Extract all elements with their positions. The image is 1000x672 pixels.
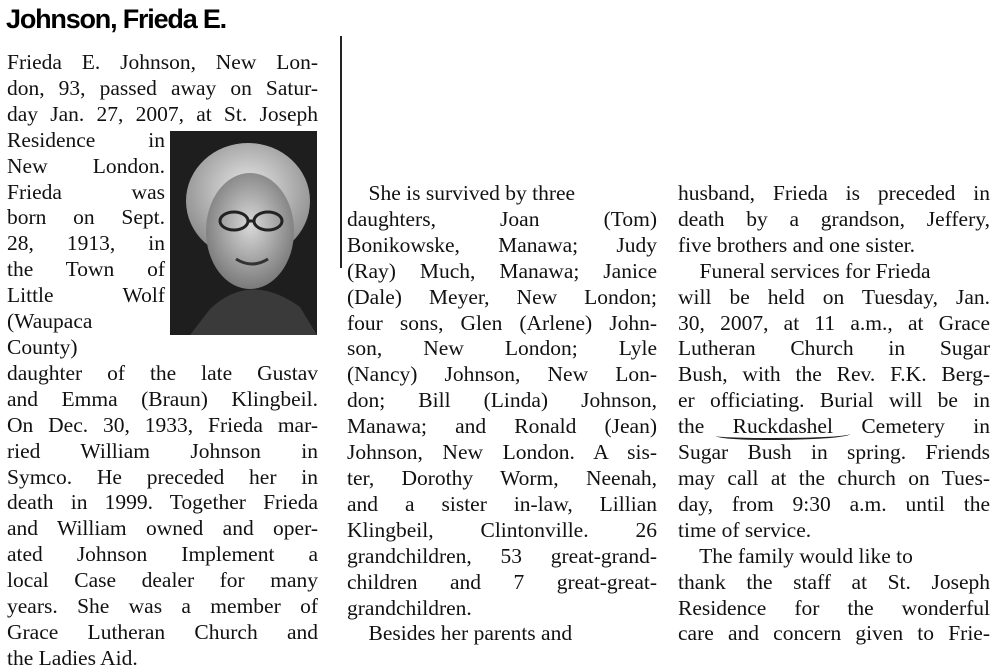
text-line: daughters, Joan (Tom) (347, 206, 657, 231)
text-line: local Case dealer for many (7, 568, 318, 593)
text-line: born on Sept. (7, 205, 165, 230)
text-line: She is survived by three (347, 181, 576, 205)
column-3 (678, 181, 990, 647)
column-rule (340, 36, 342, 268)
text-line: Bush, with the Rev. F.K. Berg- (678, 362, 990, 387)
text-line: the Ladies Aid. (7, 645, 138, 670)
text-line: (Ray) Much, Manawa; Janice (347, 258, 657, 283)
text-line: 28, 1913, in (7, 231, 165, 256)
text-line: County) (7, 334, 78, 359)
text-line: On Dec. 30, 1933, Frieda mar- (7, 412, 318, 437)
text-line: Bonikowske, Manawa; Judy (347, 232, 657, 257)
text-line: husband, Frieda is preceded in (678, 181, 990, 205)
text-line: daughter of the late Gustav (7, 360, 318, 385)
text-line: Funeral services for Frieda (678, 258, 931, 283)
text-line: New London. (7, 153, 165, 178)
text-line: day Jan. 27, 2007, at St. Joseph (7, 101, 318, 126)
text-line: er officiating. Burial will be in (678, 388, 990, 413)
text-line: care and concern given to Frie- (678, 621, 990, 646)
text-line: grandchildren. (347, 595, 472, 620)
text-line: The family would like to (678, 543, 913, 568)
text-line: (Nancy) Johnson, New Lon- (347, 362, 657, 387)
text-line: Frieda was (7, 179, 165, 204)
text-line: don, 93, passed away on Satur- (7, 75, 318, 100)
text-line: ried William Johnson in (7, 438, 318, 463)
text-line: grandchildren, 53 great-grand- (347, 543, 657, 568)
text-line: Manawa; and Ronald (Jean) (347, 414, 657, 439)
text-line: Lutheran Church in Sugar (678, 336, 990, 361)
text-line: Sugar Bush in spring. Friends (678, 440, 990, 465)
text-line: time of service. (678, 517, 812, 542)
column-1 (7, 50, 318, 672)
text-line: Grace Lutheran Church and (7, 619, 318, 644)
text-line: ter, Dorothy Worm, Neenah, (347, 465, 657, 490)
text-line: son, New London; Lyle (347, 336, 657, 361)
text-line: Residence for the wonderful (678, 595, 990, 620)
text-line: thank the staff at St. Joseph (678, 569, 990, 594)
text-line: (Dale) Meyer, New London; (347, 284, 657, 309)
text-line: (Waupaca (7, 309, 93, 334)
text-line: may call at the church on Tues- (678, 465, 990, 490)
text-line: day, from 9:30 a.m. until the (678, 491, 990, 516)
text-line: years. She was a member of (7, 594, 318, 619)
text-line: Little Wolf (7, 283, 165, 308)
text-line: Besides her parents and (347, 621, 573, 646)
text-line: don; Bill (Linda) Johnson, (347, 388, 657, 413)
text-line: will be held on Tuesday, Jan. (678, 284, 990, 309)
text-line: death by a grandson, Jeffery, (678, 206, 990, 231)
text-line: four sons, Glen (Arlene) John- (347, 310, 657, 335)
text-line: Residence in (7, 127, 165, 152)
text-line: and William owned and oper- (7, 516, 318, 541)
text-line: the Ruckdashel Cemetery in (678, 414, 990, 439)
text-line: and a sister in-law, Lillian (347, 491, 657, 516)
text-line: Johnson, New London. A sis- (347, 440, 657, 465)
column-2 (347, 181, 657, 647)
text-line: children and 7 great-great- (347, 569, 657, 594)
obituary-headline: Johnson, Frieda E. (6, 4, 226, 34)
text-line: and Emma (Braun) Klingbeil. (7, 386, 318, 411)
text-line: Frieda E. Johnson, New Lon- (7, 50, 318, 74)
text-line: the Town of (7, 257, 165, 282)
text-line: death in 1999. Together Frieda (7, 490, 318, 515)
text-line: Symco. He preceded her in (7, 464, 318, 489)
text-line: Klingbeil, Clintonville. 26 (347, 517, 657, 542)
text-line: five brothers and one sister. (678, 232, 916, 257)
text-line: 30, 2007, at 11 a.m., at Grace (678, 310, 990, 335)
text-line: ated Johnson Implement a (7, 542, 318, 567)
